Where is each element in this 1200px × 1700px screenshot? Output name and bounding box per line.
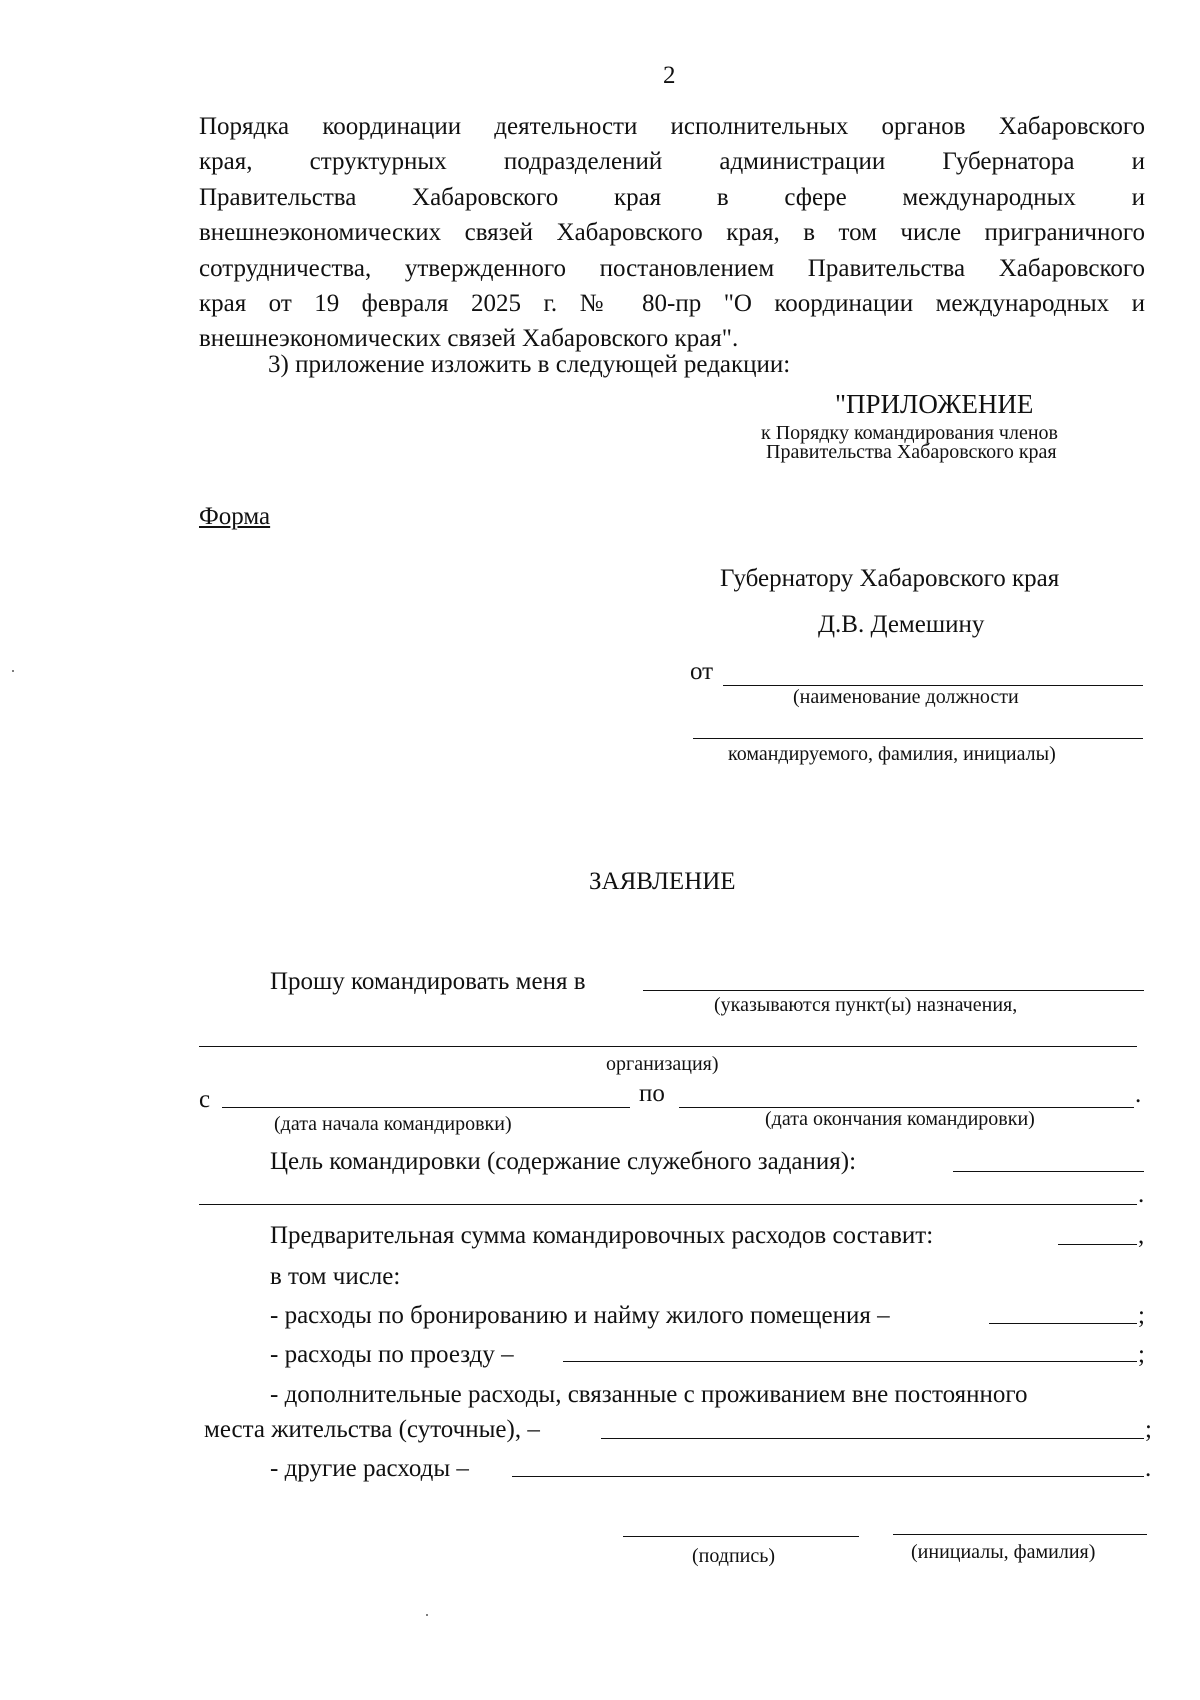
period-end: . — [1135, 1081, 1142, 1108]
intro-line-3: Правительства Хабаровского края в сфере международных и — [199, 184, 1145, 211]
intro-line-6: края от 19 февраля 2025 г. № 80-пр "О координации международных и — [199, 290, 1145, 317]
document-heading: ЗАЯВЛЕНИЕ — [589, 868, 736, 895]
estimate-field-line[interactable] — [1058, 1244, 1137, 1245]
additional-end: ; — [1145, 1416, 1152, 1443]
travel-end: ; — [1138, 1341, 1145, 1368]
purpose-end: . — [1138, 1181, 1145, 1208]
housing-field-line[interactable] — [989, 1323, 1137, 1324]
addressee-line-2: Д.В. Демешину — [818, 611, 985, 638]
other-end: . — [1145, 1455, 1152, 1482]
signature-hint: (подпись) — [692, 1545, 776, 1567]
purpose-text: Цель командировки (содержание служебного задания): — [270, 1148, 857, 1175]
addressee-line-1: Губернатору Хабаровского края — [720, 565, 1060, 592]
housing-end: ; — [1138, 1302, 1145, 1329]
housing-text: - расходы по бронированию и найму жилого помещения – — [270, 1302, 890, 1329]
to-date-label: по — [639, 1080, 665, 1107]
start-date-field-line[interactable] — [222, 1107, 630, 1108]
intro-line-4: внешнеэкономических связей Хабаровского края, в том числе приграничного — [199, 219, 1145, 246]
from-label: от — [690, 658, 714, 685]
organization-field-line[interactable] — [199, 1046, 1137, 1047]
other-text: - другие расходы – — [270, 1455, 469, 1482]
signature-field-line[interactable] — [623, 1536, 859, 1537]
organization-hint: организация) — [606, 1053, 719, 1075]
intro-line-7: внешнеэкономических связей Хабаровского края". — [199, 325, 739, 352]
item-3: 3) приложение изложить в следующей редакции: — [268, 351, 791, 378]
form-label: Форма — [199, 503, 271, 530]
purpose-field-line[interactable] — [953, 1171, 1144, 1172]
additional-field-line[interactable] — [601, 1438, 1144, 1439]
additional-text-2: места жительства (суточные), – — [204, 1416, 540, 1443]
intro-line-1: Порядка координации деятельности исполнительных органов Хабаровского — [199, 113, 1145, 140]
estimate-text: Предварительная сумма командировочных расходов составит: — [270, 1222, 934, 1249]
additional-text-1: - дополнительные расходы, связанные с проживанием вне постоянного — [270, 1381, 1028, 1408]
from-date-label: с — [199, 1086, 211, 1113]
purpose-field-line-2[interactable] — [199, 1204, 1137, 1205]
destination-field-line[interactable] — [643, 990, 1144, 991]
appendix-line-2: Правительства Хабаровского края — [766, 441, 1057, 463]
scan-speck — [12, 670, 14, 672]
destination-hint: (указываются пункт(ы) назначения, — [714, 994, 1018, 1016]
appendix-line-1: к Порядку командирования членов — [761, 422, 1058, 444]
page-number: 2 — [663, 62, 676, 89]
appendix-title: "ПРИЛОЖЕНИЕ — [835, 389, 1034, 419]
request-text: Прошу командировать меня в — [270, 968, 586, 995]
from-hint-1: (наименование должности — [793, 686, 1019, 708]
name-hint: (инициалы, фамилия) — [911, 1541, 1096, 1563]
end-date-hint: (дата окончания командировки) — [765, 1108, 1035, 1130]
scan-speck — [426, 1614, 428, 1616]
including-text: в том числе: — [270, 1263, 401, 1290]
intro-line-5: сотрудничества, утвержденного постановлением Правительства Хабаровского — [199, 255, 1145, 282]
travel-text: - расходы по проезду – — [270, 1341, 514, 1368]
start-date-hint: (дата начала командировки) — [274, 1113, 512, 1135]
other-field-line[interactable] — [512, 1476, 1144, 1477]
intro-line-2: края, структурных подразделений администрации Губернатора и — [199, 148, 1145, 175]
estimate-end: , — [1138, 1222, 1145, 1249]
from-field-line-2[interactable] — [693, 738, 1143, 739]
from-hint-2: командируемого, фамилия, инициалы) — [728, 743, 1056, 765]
travel-field-line[interactable] — [563, 1361, 1137, 1362]
name-field-line[interactable] — [893, 1534, 1147, 1535]
